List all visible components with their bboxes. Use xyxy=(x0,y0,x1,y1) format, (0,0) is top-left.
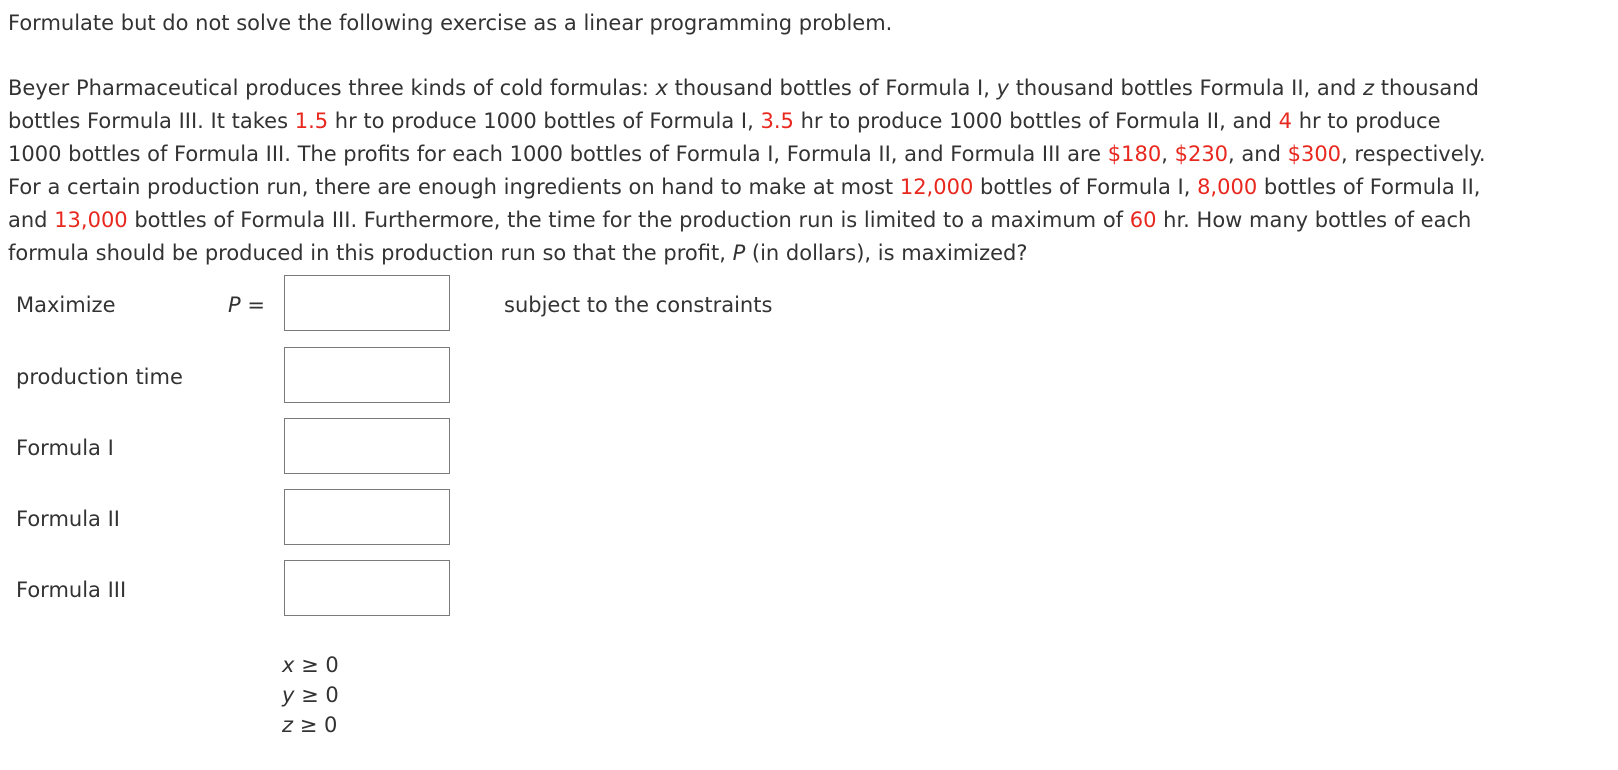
problem-line xyxy=(8,171,1588,204)
objective-function-input[interactable] xyxy=(284,275,450,331)
nonneg-rel: ≥ 0 xyxy=(293,713,338,737)
text-segment: thousand xyxy=(1374,76,1479,100)
text-segment: , and xyxy=(1228,142,1288,166)
text-segment: bottles of Formula II, xyxy=(1257,175,1481,199)
constraint-label-formula-iii: Formula III xyxy=(16,578,127,602)
highlighted-value: 12,000 xyxy=(899,175,974,199)
variable-x: x xyxy=(655,76,668,100)
nonnegativity-constraints xyxy=(282,650,339,740)
nonneg-var: x xyxy=(282,653,295,677)
formula-iii-constraint-input[interactable] xyxy=(284,560,450,616)
text-segment: and xyxy=(8,208,55,232)
constraint-label-production-time: production time xyxy=(16,365,183,389)
objective-equals: = xyxy=(240,293,265,317)
text-segment: thousand bottles Formula II, and xyxy=(1009,76,1364,100)
maximize-label: Maximize xyxy=(16,293,116,317)
problem-statement xyxy=(8,72,1588,270)
highlighted-value: 4 xyxy=(1278,109,1293,133)
highlighted-value: 13,000 xyxy=(54,208,128,232)
nonneg-var: y xyxy=(282,683,295,707)
nonneg-var: z xyxy=(282,713,294,737)
nonneg-z xyxy=(282,710,339,740)
constraint-label-formula-ii: Formula II xyxy=(16,507,120,531)
text-segment: , respectively. xyxy=(1341,142,1486,166)
text-segment: Beyer Pharmaceutical produces three kinds of cold formulas: xyxy=(8,76,656,100)
highlighted-value: 8,000 xyxy=(1197,175,1258,199)
problem-line xyxy=(8,237,1588,270)
text-segment: , xyxy=(1161,142,1175,166)
text-segment: bottles Formula III. It takes xyxy=(8,109,295,133)
constraint-label-formula-i: Formula I xyxy=(16,436,114,460)
text-segment: bottles of Formula III. Furthermore, the time for the production run is limited to a maximum of xyxy=(127,208,1130,232)
nonneg-x xyxy=(282,650,339,680)
text-segment: hr to produce 1000 bottles of Formula II, and xyxy=(793,109,1279,133)
problem-line xyxy=(8,72,1588,105)
highlighted-value: $180 xyxy=(1107,142,1162,166)
objective-equation-label xyxy=(228,290,265,320)
text-segment: hr to produce xyxy=(1292,109,1441,133)
instruction-text: Formulate but do not solve the following exercise as a linear programming problem. xyxy=(8,11,893,35)
text-segment: For a certain production run, there are enough ingredients on hand to make at most xyxy=(8,175,900,199)
text-segment: hr. How many bottles of each xyxy=(1156,208,1472,232)
objective-var: P xyxy=(228,293,241,317)
highlighted-value: $230 xyxy=(1174,142,1229,166)
nonneg-y xyxy=(282,680,339,710)
text-segment: thousand bottles of Formula I, xyxy=(668,76,997,100)
highlighted-value: 1.5 xyxy=(294,109,329,133)
formula-i-constraint-input[interactable] xyxy=(284,418,450,474)
text-segment: hr to produce 1000 bottles of Formula I, xyxy=(328,109,761,133)
highlighted-value: 60 xyxy=(1129,208,1157,232)
highlighted-value: $300 xyxy=(1287,142,1342,166)
problem-line xyxy=(8,138,1588,171)
text-segment: 1000 bottles of Formula III. The profits for each 1000 bottles of Formula I, Formula II, and Formula III are xyxy=(8,142,1108,166)
text-segment: (in dollars), is maximized? xyxy=(745,241,1028,265)
highlighted-value: 3.5 xyxy=(760,109,794,133)
problem-line xyxy=(8,105,1588,138)
production-time-constraint-input[interactable] xyxy=(284,347,450,403)
variable-y: y xyxy=(996,76,1010,100)
problem-line xyxy=(8,204,1588,237)
nonneg-rel: ≥ 0 xyxy=(294,683,339,707)
nonneg-rel: ≥ 0 xyxy=(294,653,339,677)
variable-p: P xyxy=(732,241,746,265)
formula-ii-constraint-input[interactable] xyxy=(284,489,450,545)
text-segment: formula should be produced in this production run so that the profit, xyxy=(8,241,733,265)
text-segment: bottles of Formula I, xyxy=(973,175,1198,199)
subject-to-label: subject to the constraints xyxy=(504,293,773,317)
variable-z: z xyxy=(1363,76,1375,100)
